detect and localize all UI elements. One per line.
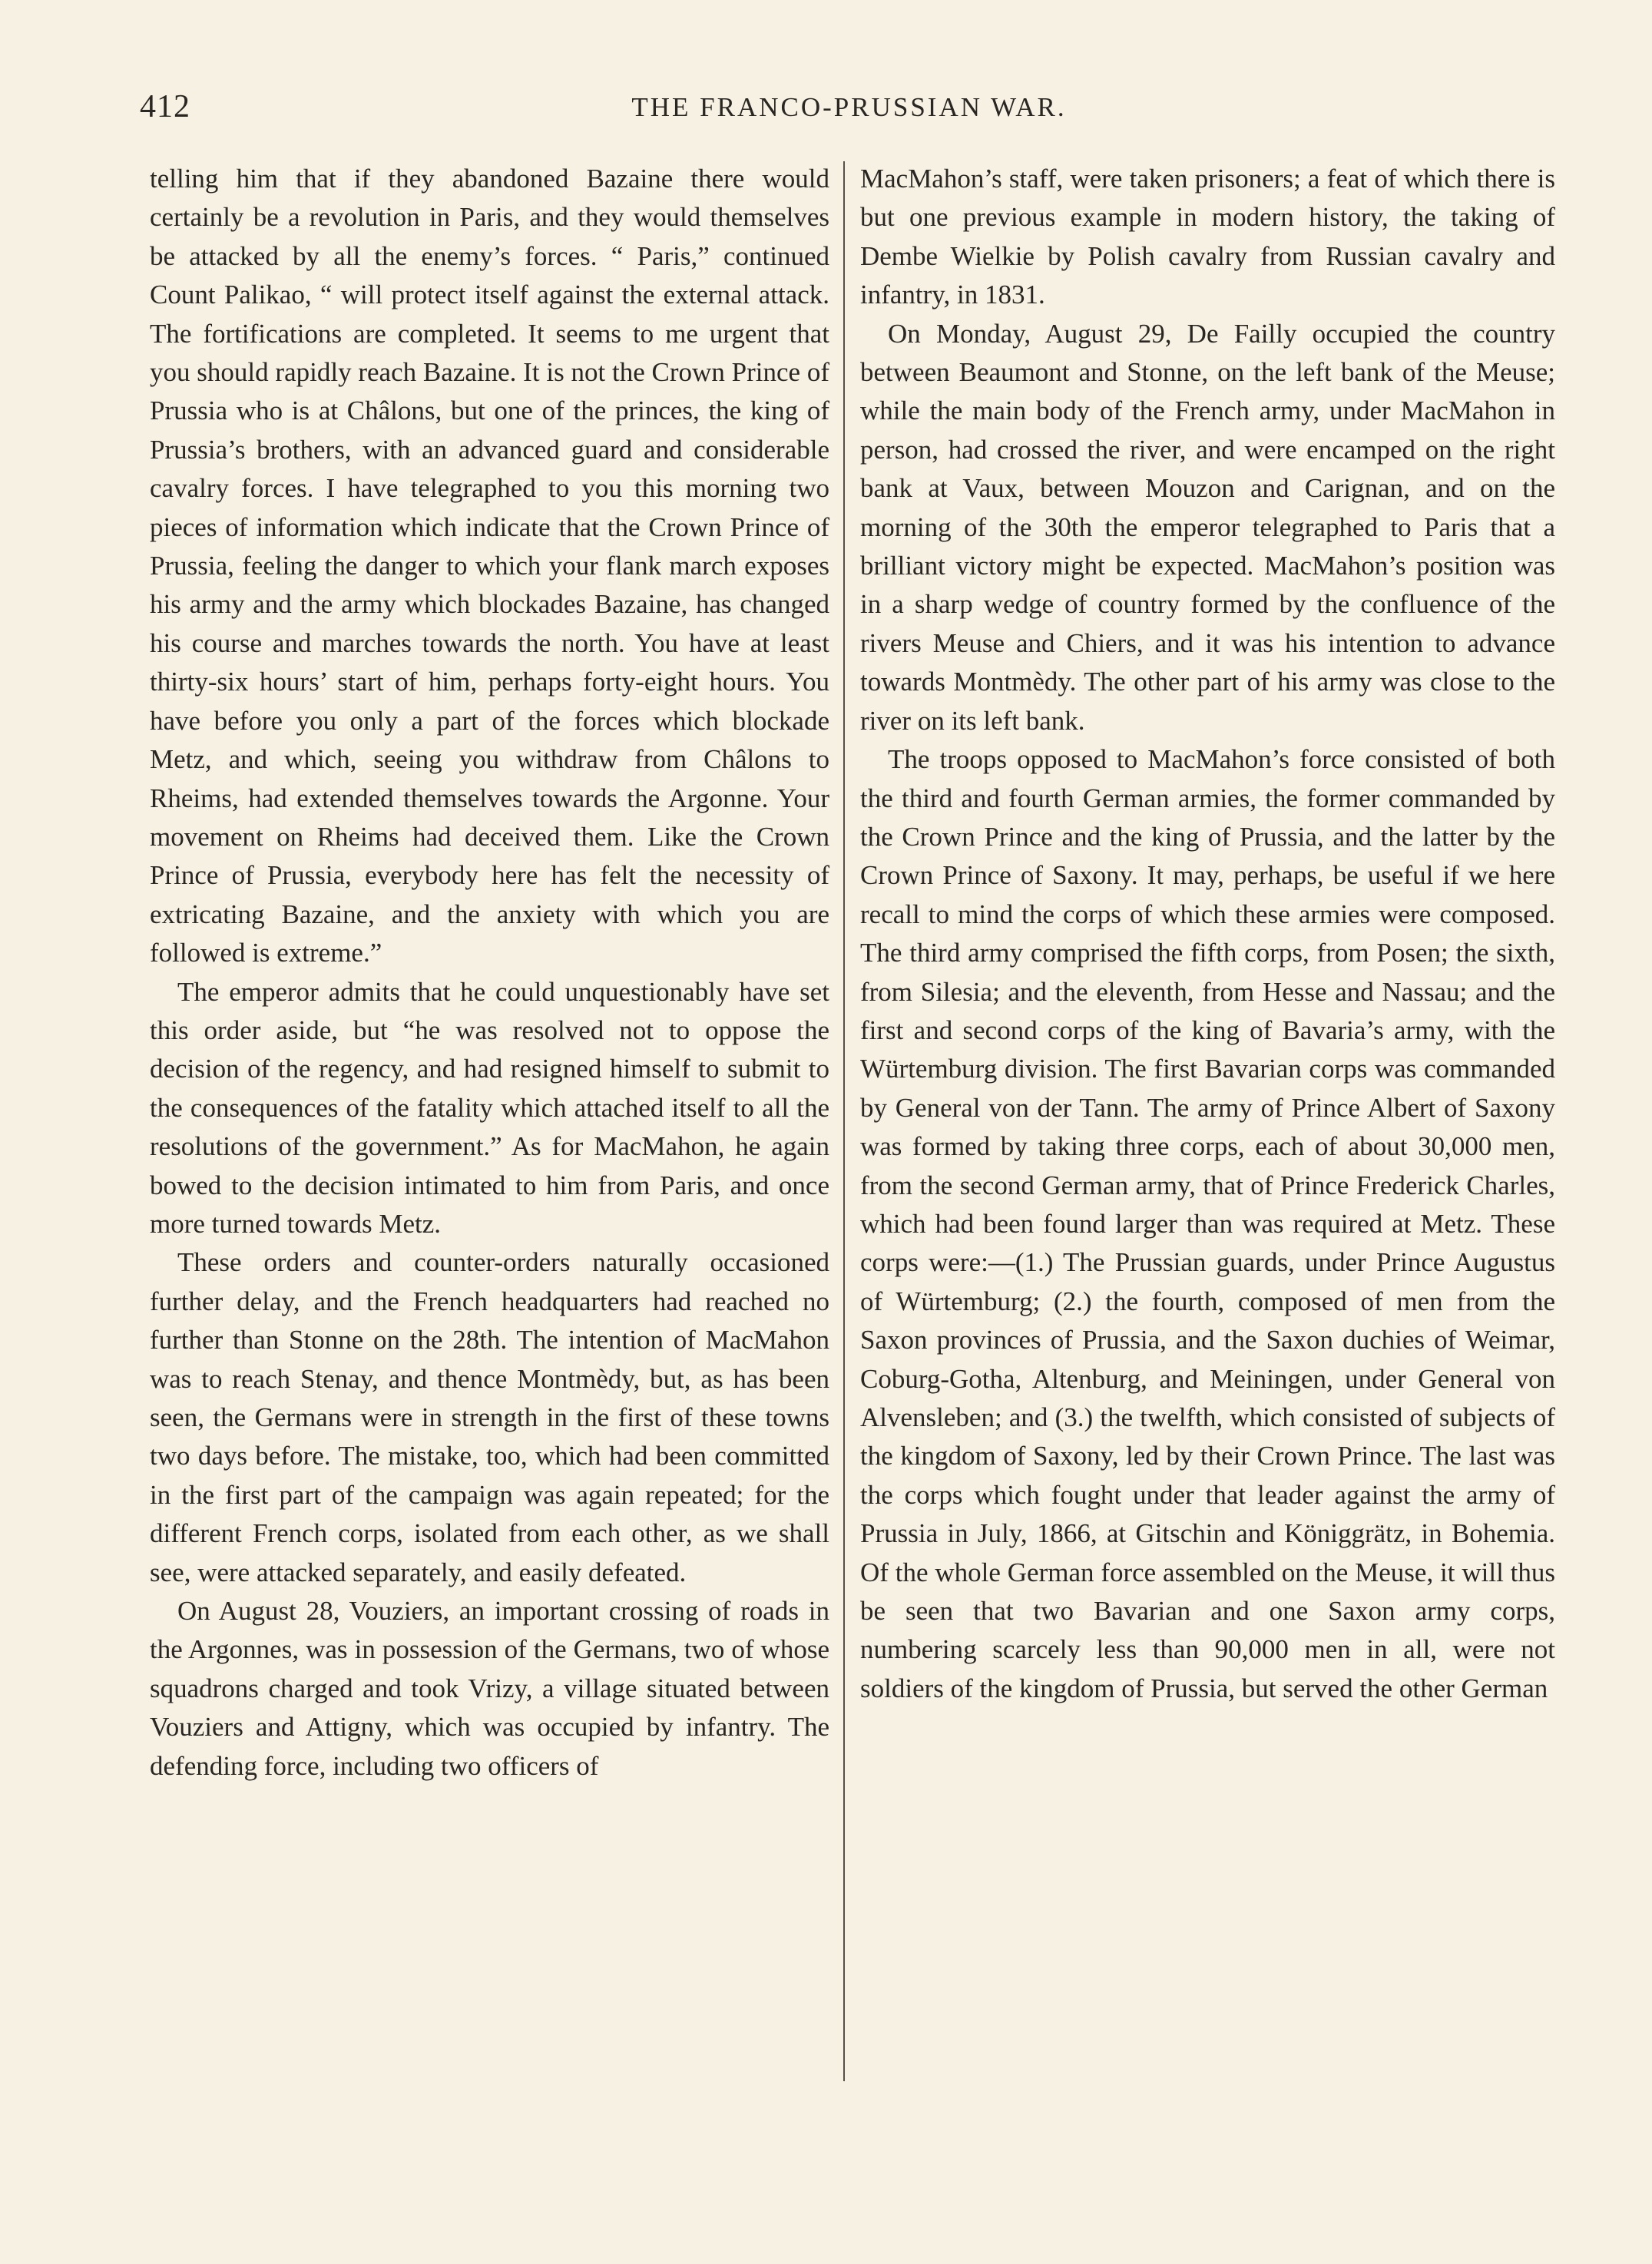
left-column	[150, 160, 829, 1786]
right-column	[860, 160, 1555, 1708]
paragraph: MacMahon’s staff, were taken prisoners; a feat of which there is but one previous example in modern history, the taking of Dembe Wielkie by Polish cavalry from Russian cavalry and infantry, in 1831.	[860, 164, 1555, 310]
running-head: THE FRANCO-PRUSSIAN WAR.	[631, 92, 1067, 122]
column-divider	[843, 161, 845, 2081]
paragraph: On Monday, August 29, De Failly occupied the country between Beaumont and Stonne, on the left bank of the Meuse; while the main body of the French army, under MacMahon in person, had crossed the river, and were encamped on the right bank at Vaux, between Mouzon and Carignan, and on the morning of the 30th the emperor telegraphed to Paris that a brilliant victory might be expected. MacMahon’s position was in a sharp wedge of country formed by the confluence of the rivers Meuse and Chiers, and it was his intention to advance towards Montmèdy. The other part of his army was close to the river on its left bank.	[860, 318, 1555, 736]
paragraph: On August 28, Vouziers, an important crossing of roads in the Argonnes, was in possession of the Germans, two of whose squadrons charged and took Vrizy, a village situated between Vouziers and Attigny, which was occupied by infantry. The defending force, including two officers of	[150, 1596, 829, 1781]
paragraph: These orders and counter-orders naturally occasioned further delay, and the French headquarters had reached no further than Stonne on the 28th. The intention of MacMahon was to reach Stenay, and thence Montmèdy, but, as has been seen, the Germans were in strength in the first of these towns two days before. The mistake, too, which had been committed in the first part of the campaign was again repeated; for the different French corps, isolated from each other, as we shall see, were attacked separately, and easily defeated.	[150, 1247, 829, 1587]
paragraph: telling him that if they abandoned Bazaine there would certainly be a revolution in Paris, and they would themselves be attacked by all the enemy’s forces. “ Paris,” continued Count Palikao, “ will protect itself against the external attack. The fortifications are completed. It seems to me urgent that you should rapidly reach Bazaine. It is not the Crown Prince of Prussia who is at Châlons, but one of the princes, the king of Prussia’s brothers, with an advanced guard and considerable cavalry forces. I have telegraphed to you this morning two pieces of information which indicate that the Crown Prince of Prussia, feeling the danger to which your flank march exposes his army and the army which blockades Bazaine, has changed his course and marches towards the north. You have at least thirty-six hours’ start of him, perhaps forty-eight hours. You have before you only a part of the forces which blockade Metz, and which, seeing you withdraw from Châlons to Rheims, had extended themselves towards the Argonne. Your movement on Rheims had deceived them. Like the Crown Prince of Prussia, everybody here has felt the necessity of extricating Bazaine, and the anxiety with which you are followed is extreme.”	[150, 164, 829, 968]
paragraph: The emperor admits that he could unquestionably have set this order aside, but “he was resolved not to oppose the decision of the regency, and had resigned himself to submit to the consequences of the fatality which attached itself to all the resolutions of the government.” As for MacMahon, he again bowed to the decision intimated to him from Paris, and once more turned towards Metz.	[150, 976, 829, 1239]
page-number: 412	[140, 89, 190, 124]
paragraph: The troops opposed to MacMahon’s force consisted of both the third and fourth German armies, the former commanded by the Crown Prince and the king of Prussia, and the latter by the Crown Prince of Saxony. It may, perhaps, be useful if we here recall to mind the corps of which these armies were composed. The third army comprised the fifth corps, from Posen; the sixth, from Silesia; and the eleventh, from Hesse and Nassau; and the first and second corps of the king of Bavaria’s army, with the Würtemburg division. The first Bavarian corps was commanded by General von der Tann. The army of Prince Albert of Saxony was formed by taking three corps, each of about 30,000 men, from the second German army, that of Prince Frederick Charles, which had been found larger than was required at Metz. These corps were:—(1.) The Prussian guards, under Prince Augustus of Würtemburg; (2.) the fourth, composed of men from the Saxon provinces of Prussia, and the Saxon duchies of Weimar, Coburg-Gotha, Altenburg, and Meiningen, under General von Alvensleben; and (3.) the twelfth, which consisted of subjects of the kingdom of Saxony, led by their Crown Prince. The last was the corps which fought under that leader against the army of Prussia in July, 1866, at Gitschin and Königgrätz, in Bohemia. Of the whole German force assembled on the Meuse, it will thus be seen that two Bavarian and one Saxon army corps, numbering scarcely less than 90,000 men in all, were not soldiers of the kingdom of Prussia, but served the other German	[860, 744, 1555, 1703]
